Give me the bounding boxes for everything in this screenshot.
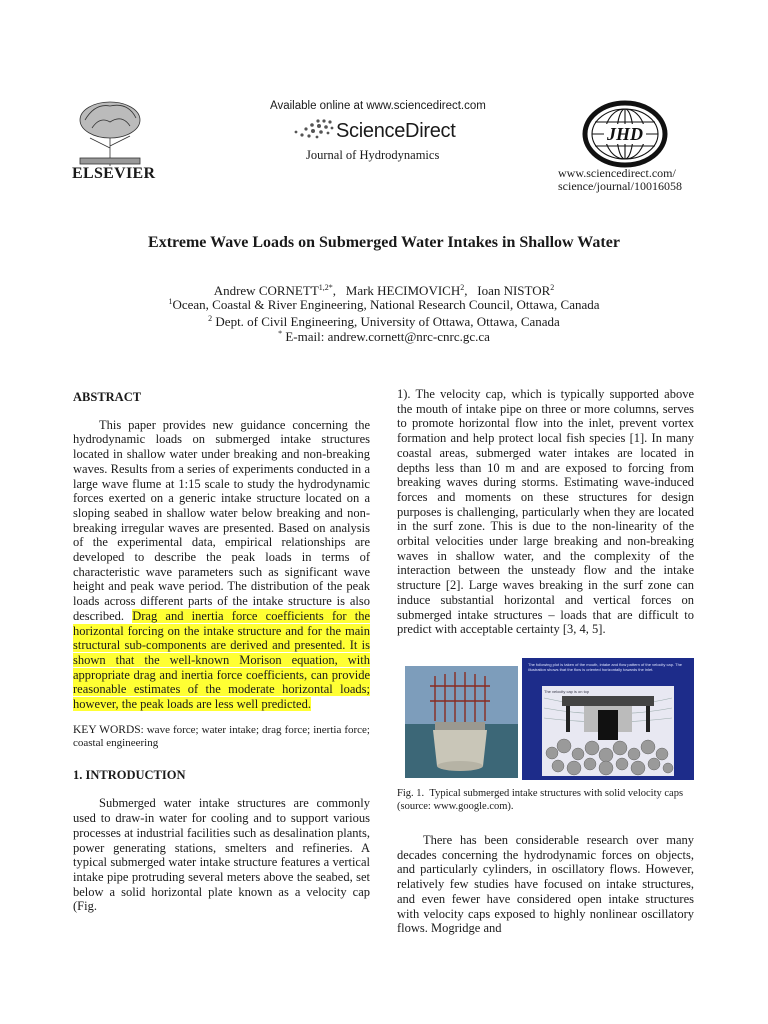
paper-title: Extreme Wave Loads on Submerged Water Intakes in Shallow Water <box>148 234 620 251</box>
diagram-note: The following plot is taken of the mouth, intake and flow pattern of the velocity cap. The illustration shows that the flow is oriented horizontally towards the inlet. <box>528 662 683 672</box>
keywords <box>73 724 370 750</box>
intake-flow-diagram <box>522 658 694 780</box>
intro-heading: 1. INTRODUCTION <box>73 767 186 782</box>
author-name: Mark HECIMOVICH <box>345 283 461 298</box>
keywords-label: KEY WORDS <box>73 723 141 736</box>
sciencedirect-dots-icon <box>288 118 336 140</box>
available-online-text: Available online at www.sciencedirect.com <box>270 100 486 112</box>
intro-paragraph: Submerged water intake structures are commonly used to draw-in water for cooling and to support various processes at industrial facilities such as desalination plants, power generating stations, smelters and refineries. A typical submerged water intake structure features a vertical intake pipe protruding several meters above the seabed, set below a solid horizontal plate known as a velocity cap (Fig. <box>73 796 370 914</box>
author-affil-mark: 2 <box>460 283 465 292</box>
keywords-text: : wave force; water intake; drag force; inertia force; coastal engineering <box>73 723 370 749</box>
abstract-heading: ABSTRACT <box>73 390 142 404</box>
jhd-logo-text: JHD <box>607 124 643 144</box>
author-list: Andrew $CORNETT^{1,2*}$, Mark HECIMOVICH$^2$, Ioan NISTOR$^2$ <box>213 283 555 298</box>
sciencedirect-brand: ScienceDirect <box>336 120 456 142</box>
right-paragraph-1: 1). The velocity cap, which is typically supported above the mouth of intake pipe on three or more columns, serves to promote horizontal flow into the inlet, prevent vortex formation and help protect local fish species [1]. In many coastal areas, submerged water intakes are located in depths less than 10 m and are exposed to forcing from breaking waves during storms. Estimating wave-induced forces and moments on these structures for design purposes is challenging, particularly when they are located in the surf zone. This is due to the non-linearity of the orbital velocities under large breaking and non-breaking waves in shallow water, and the complexity of the interaction between the unsteady flow and the intake structure [2]. Large waves breaking in the surf zone can induce substantial horizontal and vertical forces on submerged intake structures – loads that are difficult to predict with acceptable certainty [3, 4, 5]. <box>397 387 694 637</box>
author-affil-mark: 1,2* <box>318 283 333 292</box>
abstract-highlighted-text: Drag and inertia force coefficients for the horizontal forcing on the intake structure and for the main structural sub-components are derived and presented. It is shown that the well-known Morison equation, with appropriate drag and inertia force coefficients, can provide reasonable estimates of the moderate horizontal loads; however, the peak loads are less well predicted. <box>73 608 370 712</box>
corresponding-email: * E-mail: andrew.cornett@nrc-cnrc.gc.ca <box>278 329 490 344</box>
figure-label: Fig. 1. <box>397 788 425 799</box>
author-name: Andrew CORNETT <box>213 283 319 298</box>
intake-photo <box>405 666 518 778</box>
right-column-lower <box>397 833 694 936</box>
figure-caption <box>397 788 697 813</box>
affiliation-1: $^1$Ocean, Coastal & River Engineering, National Research Council, Ottawa, Canada <box>168 297 600 312</box>
abstract-text: This paper provides new guidance concerning the hydrodynamic loads on submerged intake structures located in shallow water under breaking and non-breaking waves. Results from a series of experiments conducted in a large wave flume at 1:15 scale to study the hydrodynamic forces exerted on a generic intake structure located on a sloping seabed in shallow water below breaking and non-breaking irregular waves are presented. Based on analysis of the experimental data, empirical relationships are developed to describe the peak loads in terms of characteristic wave parameters such as significant wave height and peak wave period. The distribution of the peak loads across different parts of the intake structure is also described. <box>73 417 370 623</box>
right-paragraph-2: There has been considerable research over many decades concerning the hydrodynamic forces on objects, and particularly cylinders, in oscillatory flows. However, relatively few studies have focused on intake structures, and even fewer have considered open intake structures with velocity caps exposed to highly nonlinear oscillatory flows. Mogridge and <box>397 833 694 936</box>
journal-url-line1[interactable]: www.sciencedirect.com/ <box>558 166 676 180</box>
affiliation-2: $^2$ Dept. of Civil Engineering, University of Ottawa, Ottawa, Canada <box>208 314 560 329</box>
publisher-name: ELSEVIER <box>72 165 156 182</box>
abstract-body <box>73 418 370 712</box>
right-column <box>397 387 694 637</box>
journal-url-line2[interactable]: science/journal/10016058 <box>558 179 682 193</box>
figure-caption-text: Typical submerged intake structures with solid velocity caps (source: www.google.com). <box>397 788 684 812</box>
author-affil-mark: 2 <box>550 283 555 292</box>
author-name: Ioan NISTOR <box>477 283 551 298</box>
diagram-subnote: The velocity cap is on top <box>544 689 590 694</box>
journal-name: Journal of Hydrodynamics <box>306 148 440 162</box>
left-column <box>73 390 370 914</box>
jhd-globe-logo <box>580 100 670 168</box>
